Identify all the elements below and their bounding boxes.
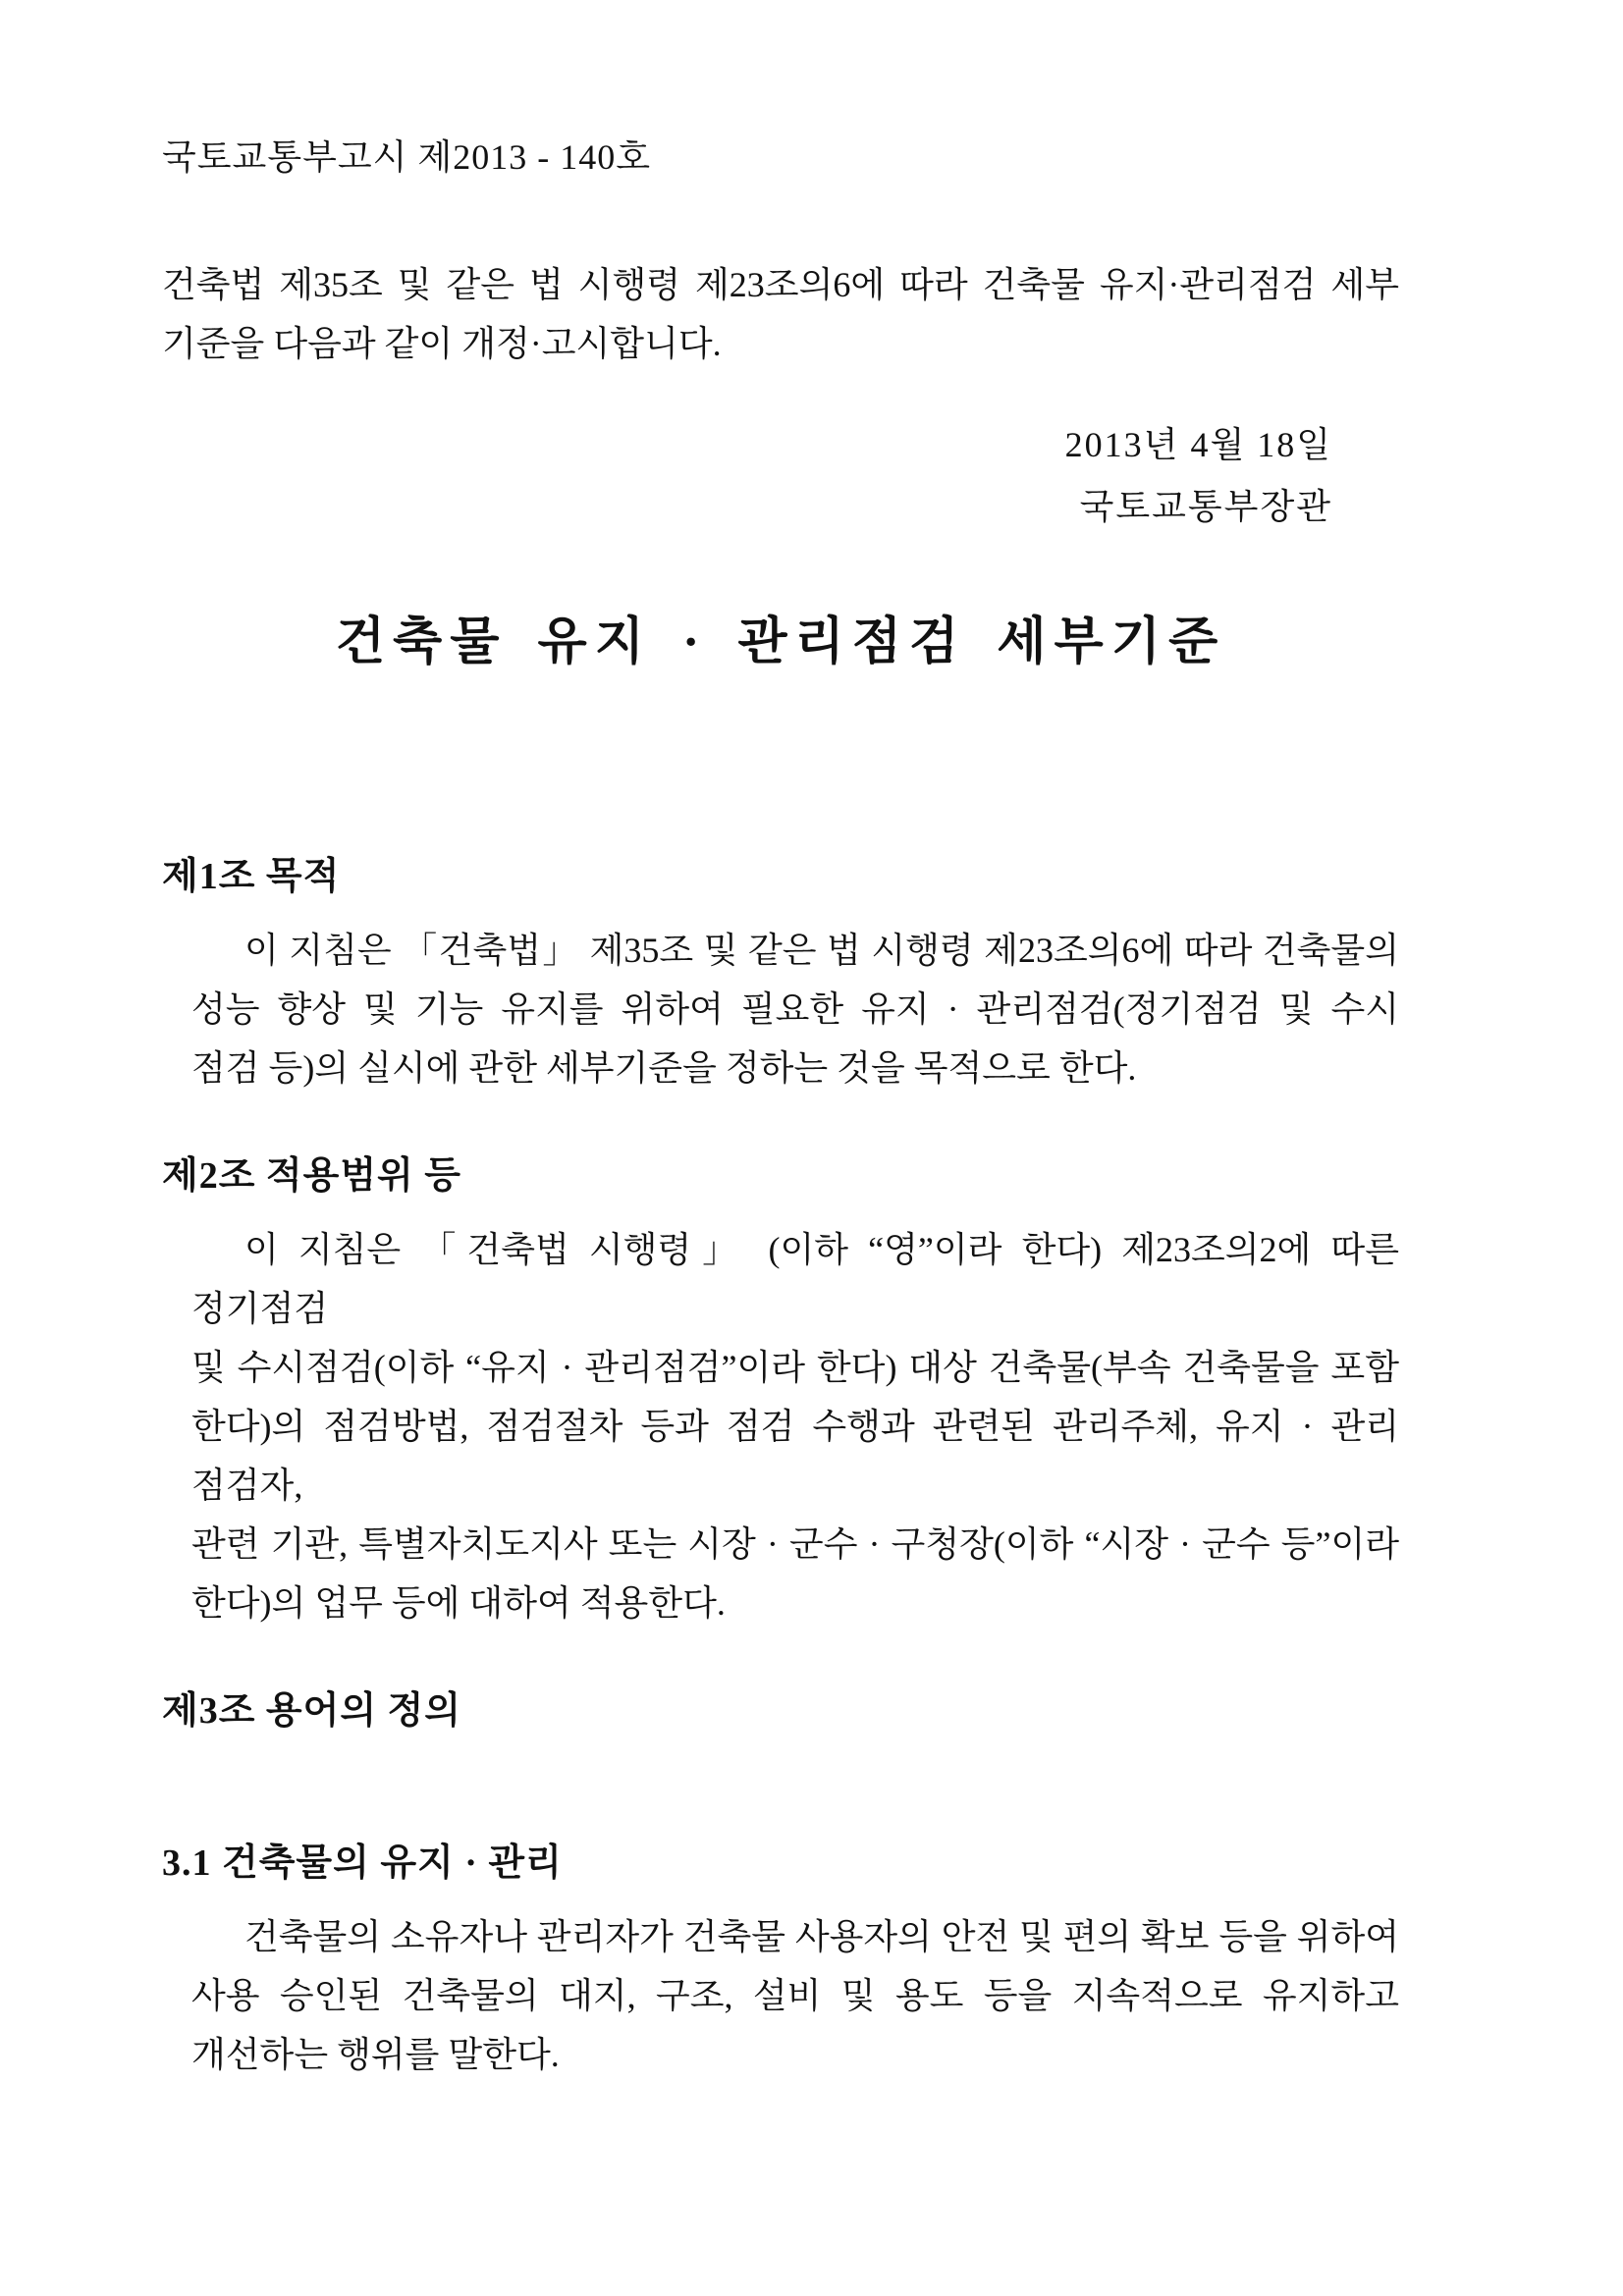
section-heading: 제1조 목적 xyxy=(162,856,341,897)
notice-date: 2013년 4월 18일 xyxy=(1064,425,1332,464)
section-3-1 xyxy=(162,1834,1399,2084)
section-body xyxy=(162,1220,1399,1632)
section-heading: 제3조 용어의 정의 xyxy=(162,1690,461,1732)
body-line: 성능 향상 및 기능 유지를 위하여 필요한 유지 · 관리점검(정기점검 및 수시 xyxy=(191,989,1399,1029)
body-line: 한다)의 업무 등에 대하여 적용한다. xyxy=(191,1583,726,1623)
document-title: 건축물 유지 · 관리점검 세부기준 xyxy=(335,614,1226,670)
section-body xyxy=(162,921,1399,1097)
body-line: 사용 승인된 건축물의 대지, 구조, 설비 및 용도 등을 지속적으로 유지하고 xyxy=(191,1976,1399,2015)
issuer-name: 국토교통부장관 xyxy=(1079,487,1332,526)
section-body xyxy=(162,1907,1399,2084)
body-line: 건축물의 소유자나 관리자가 건축물 사용자의 안전 및 편의 확보 등을 위하여 xyxy=(244,1917,1399,1956)
body-line: 이 지침은 「건축법」 제35조 및 같은 법 시행령 제23조의6에 따라 건축물의 xyxy=(244,931,1399,970)
section-heading: 제2조 적용범위 등 xyxy=(162,1155,461,1197)
section-article-3 xyxy=(162,1682,1399,1740)
section-article-1 xyxy=(162,847,1399,1097)
body-line: 관련 기관, 특별자치도지사 또는 시장 · 군수 · 구청장(이하 “시장 · 군수 등”이라 xyxy=(191,1524,1399,1564)
signature-block xyxy=(162,414,1399,538)
body-line: 한다)의 점검방법, 점검절차 등과 점검 수행과 관련된 관리주체, 유지 · 관리 점검자, xyxy=(191,1407,1399,1505)
preamble xyxy=(162,255,1399,373)
body-line: 이 지침은 「건축법 시행령」 (이하 “영”이라 한다) 제23조의2에 따른 정기점검 xyxy=(191,1230,1399,1328)
body-line: 점검 등)의 실시에 관한 세부기준을 정하는 것을 목적으로 한다. xyxy=(191,1048,1137,1088)
preamble-line: 건축법 제35조 및 같은 법 시행령 제23조의6에 따라 건축물 유지·관리점검 세부 xyxy=(162,265,1399,304)
notice-number: 국토교통부고시 제2013 - 140호 xyxy=(162,137,651,177)
preamble-line: 기준을 다음과 같이 개정·고시합니다. xyxy=(162,324,722,363)
section-article-2 xyxy=(162,1147,1399,1632)
body-line: 개선하는 행위를 말한다. xyxy=(191,2035,560,2074)
section-heading: 3.1 건축물의 유지 · 관리 xyxy=(162,1842,563,1884)
body-line: 및 수시점검(이하 “유지 · 관리점검”이라 한다) 대상 건축물(부속 건축물을 포함 xyxy=(191,1348,1399,1387)
